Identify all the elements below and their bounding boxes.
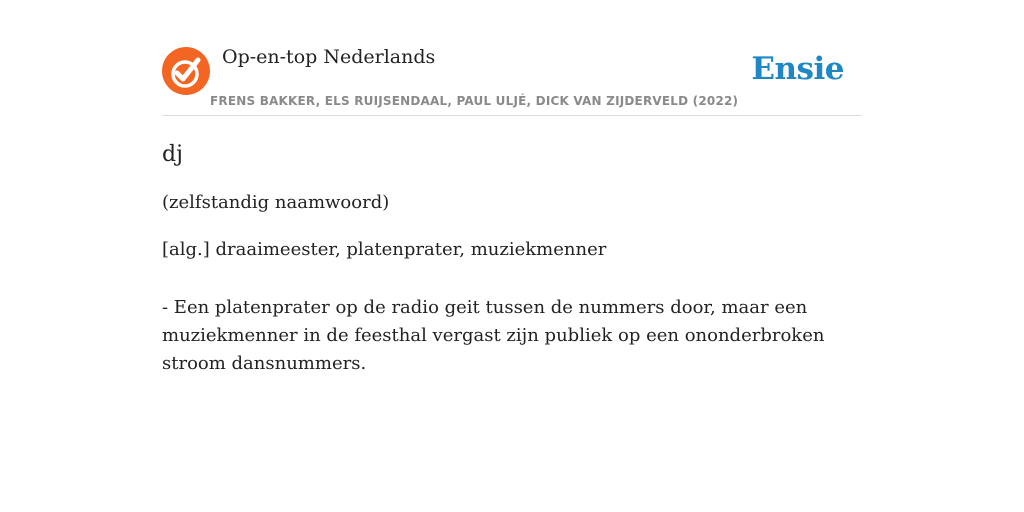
source-title[interactable]: Op-en-top Nederlands <box>222 46 436 68</box>
source-authors: FRENS BAKKER, ELS RUIJSENDAAL, PAUL ULJÉ, DICK VAN ZIJDERVELD (2022) <box>210 94 739 108</box>
part-of-speech: (zelfstandig naamwoord) <box>162 192 390 213</box>
brand-logo[interactable]: Ensie <box>751 51 844 87</box>
checkmark-icon <box>162 47 210 95</box>
headword: dj <box>162 142 183 167</box>
entry-card <box>162 40 862 378</box>
synonyms: [alg.] draaimeester, platenprater, muziekmenner <box>162 239 607 260</box>
example-sentence: - Een platenprater op de radio geit tussen de nummers door, maar een muziekmenner in de feesthal vergast zijn publiek op een ononderbroken stroom dansnummers. <box>162 297 825 374</box>
source-header <box>162 40 862 116</box>
